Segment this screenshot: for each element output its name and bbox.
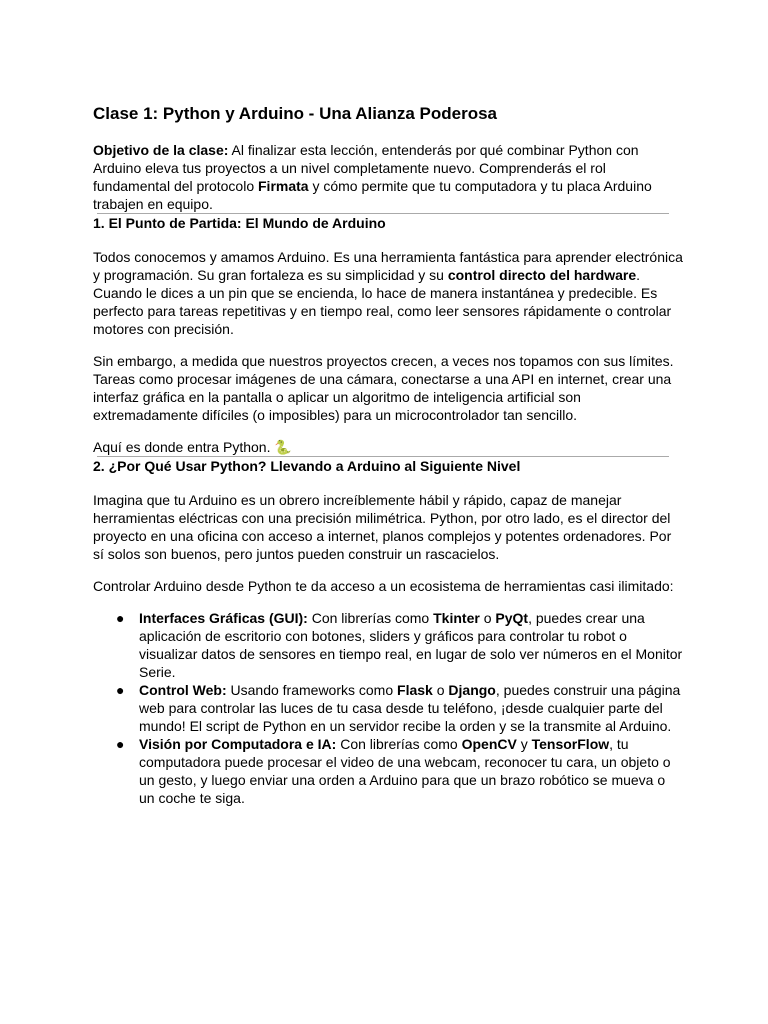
ecosystem-paragraph: Controlar Arduino desde Python te da acceso a un ecosistema de herramientas casi ilimitado: — [93, 578, 674, 594]
analogy-paragraph: Imagina que tu Arduino es un obrero increíblemente hábil y rápido, capaz de manejar herramientas eléctricas con una precisión milimétrica. Python, por otro lado, es el director del proyecto en una oficina con acceso a internet, planos complejos y potentes ordenadores. Por sí solos son buenos, pero juntos pueden construir un rascacielos. — [93, 492, 672, 562]
arduino-limits-paragraph: Sin embargo, a medida que nuestros proyectos crecen, a veces nos topamos con sus límites. Tareas como procesar imágenes de una cámara, conectarse a una API en internet, crear una interfaz gráfica en la pantalla o aplicar un algoritmo de inteligencia artificial son extremadamente difíciles (o imposibles) para un microcontrolador tan sencillo. — [93, 353, 674, 423]
library-name: OpenCV — [461, 736, 517, 752]
list-item-label: Control Web: — [139, 682, 227, 698]
list-item — [93, 609, 683, 681]
bullet-icon: ● — [116, 736, 125, 752]
list-item-text: , tu computadora puede procesar el video de una webcam, reconocer tu cara, un objeto o un gesto, y luego enviar una orden a Arduino para que un brazo robótico se mueva o un coche te siga. — [139, 736, 671, 806]
library-name: TensorFlow — [531, 736, 610, 752]
list-item-text: , puedes crear una aplicación de escritorio con botones, sliders y gráficos para controlar tu robot o visualizar datos de sensores en tiempo real, en lugar de solo ver números en el Monitor Serie. — [139, 610, 683, 680]
list-item-text: , puedes construir una página web para controlar las luces de tu casa desde tu teléfono, ¡desde cualquier parte del mundo! El script de Python en un servidor recibe la orden y se la transmite al Arduino. — [139, 682, 681, 734]
objective-text: Al finalizar esta lección, entenderás por qué combinar Python con Arduino eleva tus proyectos a un nivel completamente nuevo. Comprenderás el rol fundamental del protocolo — [93, 142, 639, 194]
list-item-text: Usando frameworks como — [226, 682, 398, 698]
paragraph-text: . Cuando le dices a un pin que se encienda, lo hace de manera instantánea y predecible. Es perfecto para tareas repetitivas y en tiempo real, como leer sensores rápidamente o controlar motores con precisión. — [93, 267, 672, 337]
library-name: PyQt — [495, 610, 529, 626]
tools-list — [93, 609, 683, 807]
document-page — [93, 103, 683, 807]
section-divider — [97, 213, 669, 214]
objective-label: Objetivo de la clase: — [93, 142, 229, 158]
python-enters-paragraph — [93, 438, 683, 456]
objective-paragraph — [93, 141, 683, 213]
paragraph-text: Todos conocemos y amamos Arduino. Es una herramienta fantástica para aprender electrónica y programación. Su gran fortaleza es su simplicidad y su — [93, 249, 683, 283]
firmata-term: Firmata — [258, 178, 309, 194]
list-item-text: Con librerías como — [307, 610, 434, 626]
bullet-icon: ● — [116, 610, 125, 626]
list-item-label: Interfaces Gráficas (GUI): — [139, 610, 308, 626]
paragraph-text: Aquí es donde entra Python. — [93, 439, 275, 455]
section-divider — [97, 456, 669, 457]
library-name: Tkinter — [433, 610, 480, 626]
page-title: Clase 1: Python y Arduino - Una Alianza Poderosa — [93, 104, 497, 123]
library-name: Django — [448, 682, 496, 698]
snake-icon: 🐍 — [274, 439, 292, 455]
section-heading-arduino: 1. El Punto de Partida: El Mundo de Arduino — [93, 215, 386, 231]
list-item-text: o — [479, 610, 496, 626]
list-item — [93, 735, 683, 807]
bullet-icon: ● — [116, 682, 125, 698]
objective-text-end: y cómo permite que tu computadora y tu placa Arduino trabajen en equipo. — [93, 178, 652, 212]
list-item — [93, 681, 683, 735]
section-heading-python: 2. ¿Por Qué Usar Python? Llevando a Arduino al Siguiente Nivel — [93, 458, 521, 474]
hardware-control-term: control directo del hardware — [447, 267, 637, 283]
list-item-text: Con librerías como — [336, 736, 462, 752]
list-item-text: o — [432, 682, 449, 698]
arduino-intro-paragraph — [93, 248, 683, 338]
list-item-text: y — [516, 736, 532, 752]
list-item-label: Visión por Computadora e IA: — [139, 736, 337, 752]
library-name: Flask — [397, 682, 433, 698]
